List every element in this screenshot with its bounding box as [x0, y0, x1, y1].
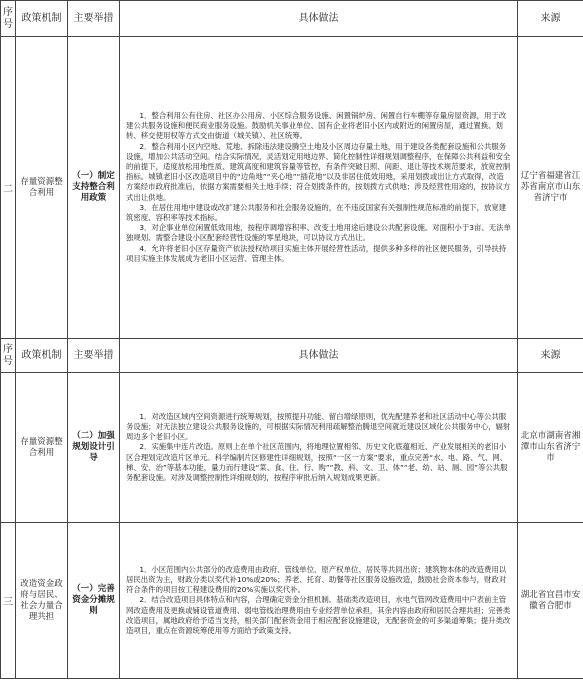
header-details: 具体做法 — [120, 1, 518, 37]
header-measure: 主要举措 — [68, 339, 120, 373]
row-source: 辽宁省福建省江苏省南京市山东省济宁市 — [518, 37, 583, 339]
header-mechanism: 政策机制 — [16, 339, 68, 373]
header-seq: 序号 — [1, 339, 16, 373]
row-mechanism: 存量资源整合利用 — [16, 373, 68, 523]
detail-paragraph: 3．对企事业单位闲置低效用地，按程序调增容积率、改变土地用途后建设公共配套设施。对面积小于3亩、无法单独规划、需整合建设小区配套经营性设施的零星地块，可以协议方式出让。 — [126, 223, 511, 243]
detail-paragraph: 2．整合利用小区内空地、荒地、拆除违法建设腾空土地及小区周边存量土地，用于建设各类配套设施和公共服务设施，增加公共活动空间。结合实际情况，灵活划定用地边界、简化控制性详细规划调整程序，在保障公共利益和安全的前提下，适度放松用地性质、建筑高度和建筑容量等管控，有条件突破日照、间距、退让等技术规范要求，放宽控制指标。城镇老旧小区改造项目中的“边角地”“夹心地”“插花地”以及非居住低效用地，采用划拨或出让方式取得，改造方案经市政府批准后，依据方案需要相关土地手续；符合划拨条件的，按划拨方式供地；涉及经营性用途的，按协议方式出让供地。 — [126, 141, 511, 202]
header-seq: 序号 — [1, 1, 16, 37]
detail-paragraph: 2．结合改造项目具体特点和内容，合理确定资金分担机制。基础类改造项目，水电气管网改造费用中户表前主管网改造费用及更换或铺设管道费用、弱电管线治理费用由专业经营单位承担，其余内容由政府和居民合理共担；完善类改造项目，属地政府给予适当支持，相关部门配套资金用于相应配套设施建设，无配套资金的可多渠道筹集；提升类改造项目，重点在资源统筹使用等方面给予政策支持。 — [126, 595, 511, 635]
row-details — [120, 373, 518, 523]
table-row — [1, 523, 583, 679]
row-seq — [1, 373, 16, 523]
detail-paragraph: 3．在居住用地中建设或改扩建公共服务和社会服务设施的，在不违反国家有关强制性规范标准的前提下，放宽建筑密度、容积率等技术指标。 — [126, 202, 507, 222]
detail-paragraph: 2．实施集中连片改造。原则上在单个社区范围内，将地理位置相邻、历史文化底蕴相近、产业发展相关的老旧小区合理划定改造片区单元。科学编制片区修建性详细规划，按照“一区一方案”要求，重点完善“水、电、路、气、网、梯、安、治”等基本功能，量力而行建设“菜、食、住、行、购”“教、科、文、卫、体”“老、幼、站、厕、园”等公共服务配套设施。对涉及调整控制性详细规划的，按程序审批后纳入规划成果更新。 — [126, 442, 508, 482]
table-header-row — [1, 339, 583, 373]
row-details — [120, 523, 518, 679]
row-measure: （一）制定支持整合利用政策 — [68, 37, 120, 339]
row-source: 北京市湖南省湘潭市山东省济宁市 — [518, 373, 583, 523]
detail-paragraph: 1．对改造区域内空间资源进行统筹规划，按照提升功能、留白增绿原则，优先配建养老和社区活动中心等公共服务设施；对无法独立建设公共服务设施的，可根据实际情况利用疏解整治腾退空间就近建设区域化公共服务中心，辐射周边多个老旧小区。 — [126, 411, 511, 442]
row-details — [120, 37, 518, 339]
detail-paragraph: 1．整合利用公有住房、社区办公用房、小区综合服务设施、闲置锅炉房、闲置自行车棚等存量房屋资源，用于改建公共服务设施和便民商业服务设施。鼓励机关事业单位、国有企业将老旧小区内或附近的闲置房屋，通过置换、划转、移交使用权等方式交由街道（城关镇）、社区统筹。 — [126, 110, 507, 141]
detail-paragraph: 1．小区范围内公共部分的改造费用由政府、管线单位、原产权单位、居民等共同出资；建筑物本体的改造费用以居民出资为主，财政分类以奖代补10%或20%；养老、托育、助餐等社区服务设施改造，鼓励社会资本参与，财政对符合条件的项目按工程建设费用的20%实施以奖代补。 — [126, 564, 507, 595]
row-measure: （二）加强规划设计引导 — [68, 373, 120, 523]
header-measure: 主要举措 — [68, 1, 120, 37]
table-row — [1, 37, 583, 339]
table-header-row — [1, 1, 583, 37]
header-source: 来源 — [518, 339, 583, 373]
header-mechanism: 政策机制 — [16, 1, 68, 37]
row-seq: 二 — [1, 37, 16, 339]
detail-paragraph: 4．允许将老旧小区存量资产依法授权给项目实施主体开展经营性活动，提供多种多样的社区便民服务，引导扶持项目实施主体发展成为老旧小区运营、管理主体。 — [126, 243, 507, 263]
row-measure: （一）完善资金分摊规则 — [68, 523, 120, 679]
row-seq: 三 — [1, 523, 16, 679]
row-mechanism: 改造资金政府与居民、社会力量合理共担 — [16, 523, 68, 679]
row-mechanism: 存量资源整合利用 — [16, 37, 68, 339]
table-row — [1, 373, 583, 523]
header-details: 具体做法 — [120, 339, 518, 373]
row-source: 湖北省宜昌市安徽省合肥市 — [518, 523, 583, 679]
header-source: 来源 — [518, 1, 583, 37]
